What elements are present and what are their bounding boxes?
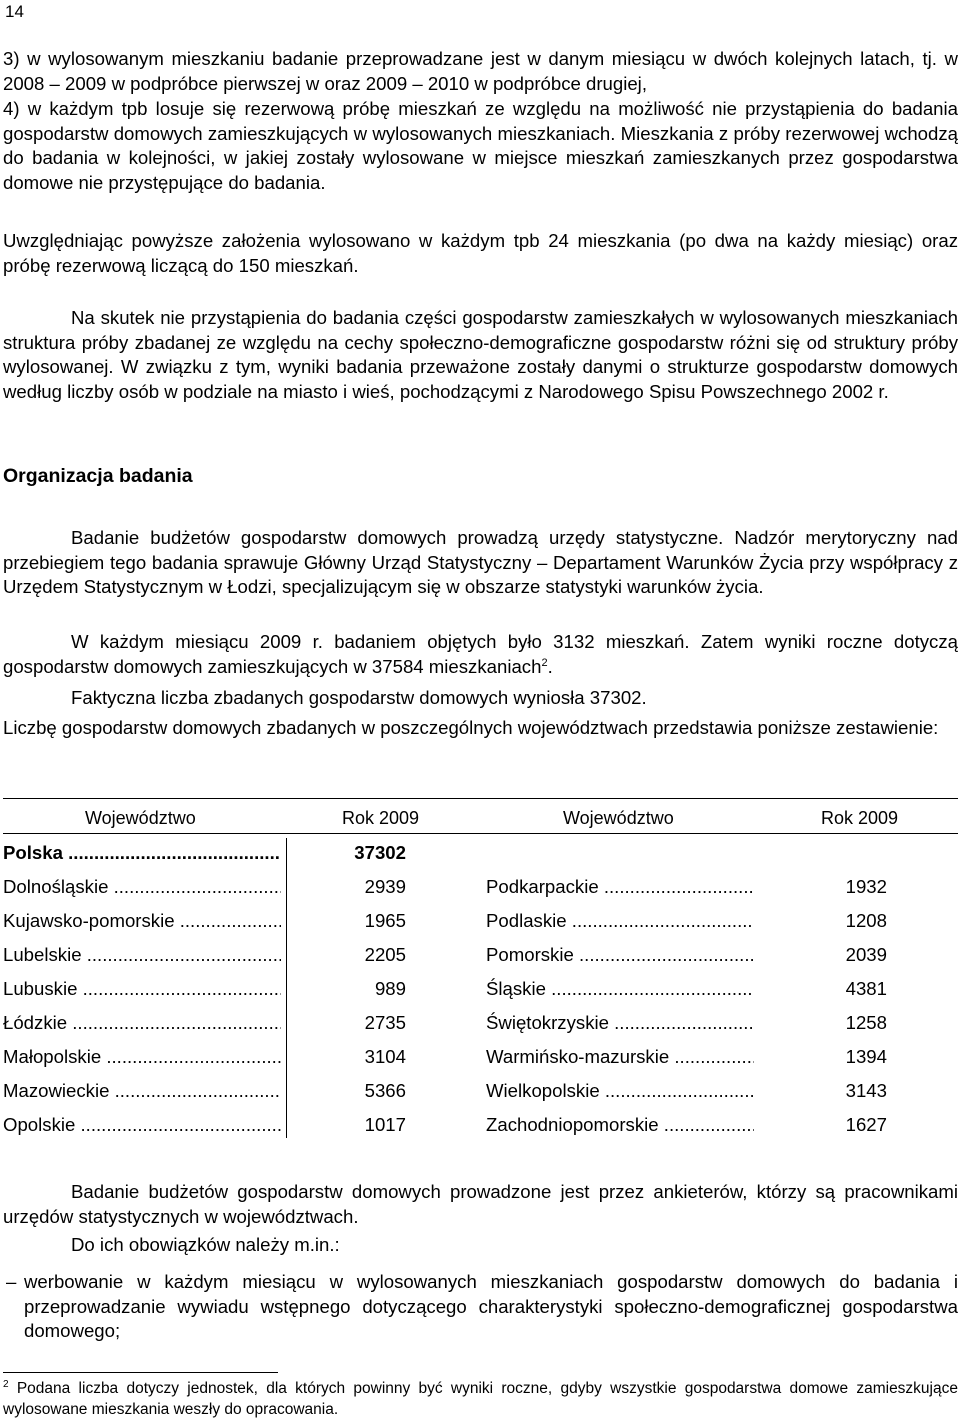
list-item — [3, 1270, 958, 1344]
table-cell-value: 1932 — [845, 876, 887, 897]
table-cell-value: 2039 — [845, 944, 887, 965]
table-cell-name: Podlaskie ..... — [486, 908, 754, 934]
footnote — [3, 1379, 958, 1420]
table-cell-name: Lubelskie ..... — [3, 942, 281, 968]
paragraph-weighting: Na skutek nie przystąpienia do badania części gospodarstw zamieszkałych w wylosowanych mieszkaniach struktura próby zbadanej ze względu na cechy społeczno-demograficzne gospodarstw różni się od struktury próby wylosowanej. W związku z tym, wyniki badania przeważone zostały danymi o strukturze gospodarstw domowych według liczby osób w podziale na miasto i wieś, pochodzącymi z Narodowego Spisu Powszechnego 2002 r. — [3, 307, 958, 402]
table-cell-name: Podkarpackie ..... — [486, 874, 754, 900]
paragraph-actual-count: Faktyczna liczba zbadanych gospodarstw domowych wyniosła 37302. — [71, 687, 647, 708]
table-top-rule — [3, 798, 958, 799]
duty-text: werbowanie w każdym miesiącu w wylosowanych mieszkaniach gospodarstw domowych do badania i przeprowadzanie wywiadu wstępnego dotyczącego charakterystyki społeczno-demograficznej gospodarstwa domowego; — [24, 1271, 958, 1342]
table-cell-name: Lubuskie ..... — [3, 976, 281, 1002]
table-cell-name: Opolskie ..... — [3, 1112, 281, 1138]
monthly-sample-end: . — [547, 655, 553, 677]
table-cell-value: 1394 — [845, 1046, 887, 1067]
dash-bullet: – — [6, 1271, 17, 1292]
table-cell-name: Dolnośląskie ..... — [3, 874, 281, 900]
footnote-text: Podana liczba dotyczy jednostek, dla których powinny być wyniki roczne, gdyby wszystkie gospodarstwa domowe zamieszkujące wylosowane mieszkania weszły do opracowania. — [3, 1380, 958, 1418]
table-cell-value: 1258 — [845, 1012, 887, 1033]
footnote-rule — [3, 1372, 278, 1373]
table-cell-name: Mazowieckie ..... — [3, 1078, 281, 1104]
page-number: 14 — [5, 2, 24, 21]
table-cell-name: Zachodniopomorskie ..... — [486, 1112, 754, 1138]
header-year-left: Rok 2009 — [342, 808, 420, 828]
total-value: 37302 — [354, 842, 406, 863]
section-heading: Organizacja badania — [3, 465, 193, 487]
total-name: Polska ..... — [3, 840, 281, 866]
table-cell-value: 3104 — [364, 1046, 406, 1067]
table-cell-name: Wielkopolskie ..... — [486, 1078, 754, 1104]
table-cell-value: 1208 — [845, 910, 887, 931]
table-cell-value: 4381 — [845, 978, 887, 999]
paragraph-sample-size: Uwzględniając powyższe założenia wylosowano w każdym tpb 24 mieszkania (po dwa na każdy miesiąc) oraz próbę rezerwową liczącą do 150 mieszkań. — [3, 230, 958, 276]
list-item-3: 3) w wylosowanym mieszkaniu badanie przeprowadzane jest w danym miesiącu w dwóch kolejnych latach, tj. w 2008 – 2009 w podpróbce pierwszej w oraz 2009 – 2010 w podpróbce drugiej, — [3, 48, 958, 94]
footnote-ref: 2 — [541, 656, 548, 669]
table-cell-name: Pomorskie ..... — [486, 942, 754, 968]
table-cell-value: 989 — [374, 978, 406, 999]
table-cell-name: Małopolskie ..... — [3, 1044, 281, 1070]
table-cell-name: Warmińsko-mazurskie ..... — [486, 1044, 754, 1070]
list-item-4: 4) w każdym tpb losuje się rezerwową próbę mieszkań ze względu na możliwość nie przystąpienia do badania gospodarstw domowych zamieszkujących w wylosowanych mieszkaniach. Mieszkania z próby rezerwowej wchodzą do badania w kolejności, w jakiej zostały wylosowane w miejsce mieszkań zamieszkanych przez gospodarstwa domowe nie przystępujące do badania. — [3, 98, 958, 193]
table-cell-value: 1627 — [845, 1114, 887, 1135]
table-cell-name: Śląskie ..... — [486, 976, 754, 1002]
header-voivodeship-left: Województwo — [85, 808, 196, 828]
monthly-sample-text: W każdym miesiącu 2009 r. badaniem objętych było 3132 mieszkań. Zatem wyniki roczne dotyczą gospodarstw domowych zamieszkujących w 37584 mieszkaniach — [3, 631, 958, 677]
table-cell-value: 3143 — [845, 1080, 887, 1101]
table-header-rule — [3, 833, 958, 834]
table-cell-value: 5366 — [364, 1080, 406, 1101]
header-year-right: Rok 2009 — [821, 808, 899, 828]
header-voivodeship-right: Województwo — [563, 808, 674, 828]
footnote-marker: 2 — [3, 1379, 9, 1390]
table-cell-name: Świętokrzyskie ..... — [486, 1010, 754, 1036]
table-cell-value: 2205 — [364, 944, 406, 965]
table-cell-value: 1965 — [364, 910, 406, 931]
paragraph-organization: Badanie budżetów gospodarstw domowych prowadzą urzędy statystyczne. Nadzór merytoryczny nad przebiegiem tego badania sprawuje Główny Urząd Statystyczny – Departament Warunków Życia przy współpracy z Urzędem Statystycznym w Łodzi, specjalizującym się w obszarze statystyki warunków życia. — [3, 527, 958, 598]
table-cell-name: Łódzkie ..... — [3, 1010, 281, 1036]
paragraph-monthly-sample — [3, 630, 958, 679]
table-cell-value: 2939 — [364, 876, 406, 897]
table-column-separator — [286, 838, 287, 1138]
paragraph-duties: Do ich obowiązków należy m.in.: — [71, 1234, 340, 1255]
table-cell-value: 2735 — [364, 1012, 406, 1033]
table-cell-value: 1017 — [364, 1114, 406, 1135]
paragraph-interviewers: Badanie budżetów gospodarstw domowych prowadzone jest przez ankieterów, którzy są pracownikami urzędów statystycznych w województwach. — [3, 1181, 958, 1227]
paragraph-table-intro: Liczbę gospodarstw domowych zbadanych w poszczególnych województwach przedstawia poniższe zestawienie: — [3, 717, 939, 738]
table-cell-name: Kujawsko-pomorskie ..... — [3, 908, 281, 934]
